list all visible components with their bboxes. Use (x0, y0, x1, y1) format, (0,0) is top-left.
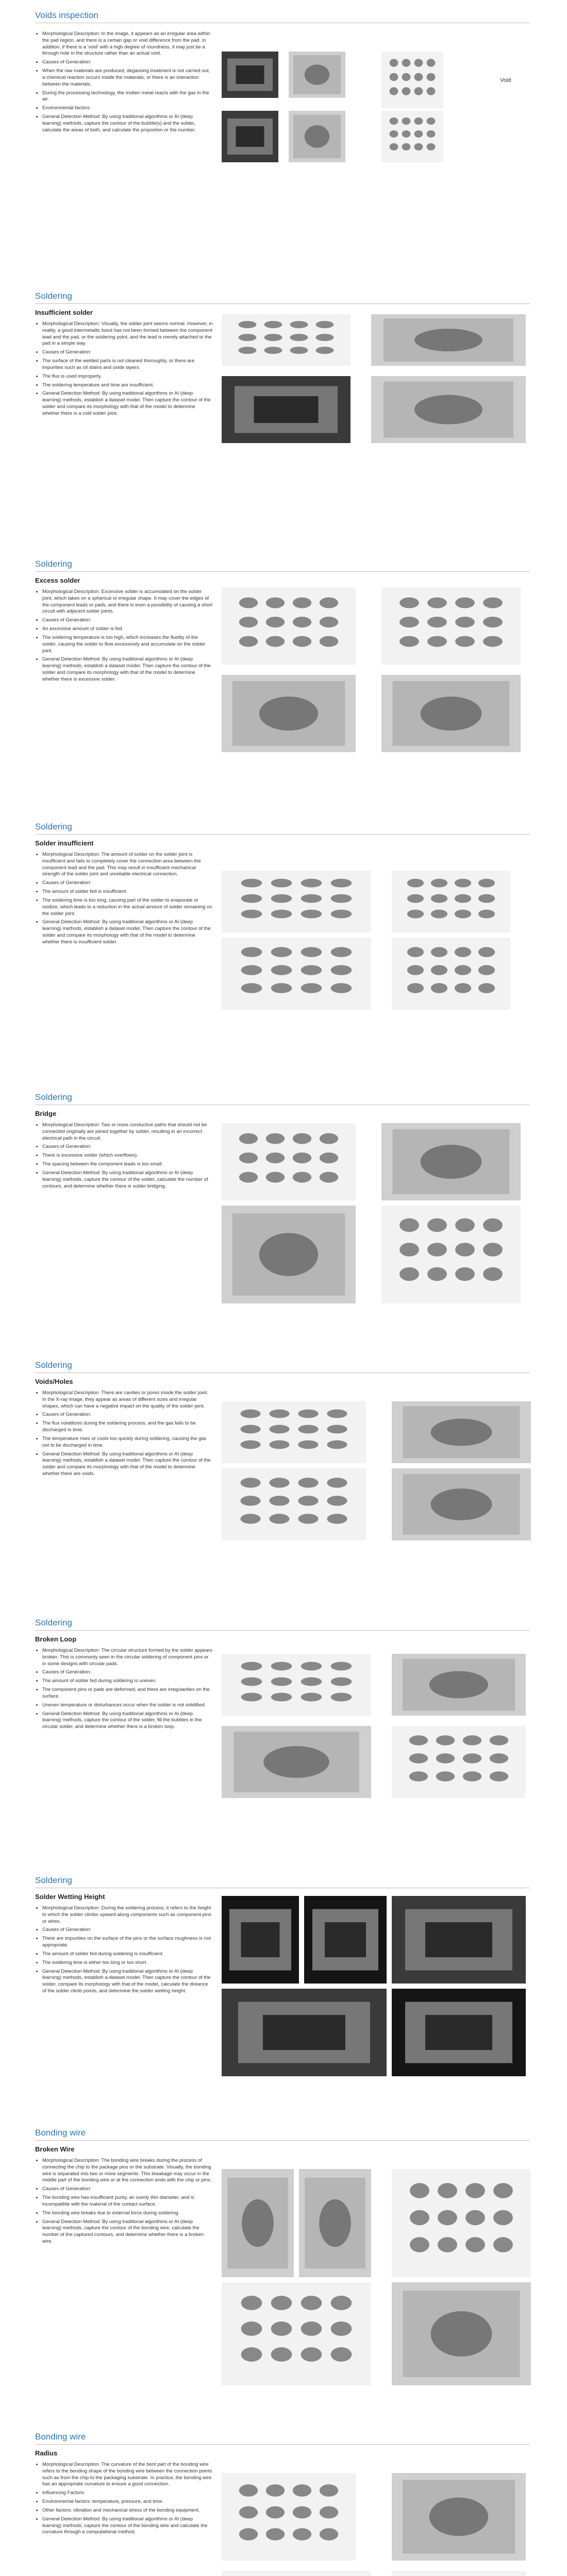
defect-subtitle: Solder Wetting Height (35, 1893, 105, 1901)
description-item: • Causes of Generation: (42, 2186, 213, 2193)
section-title: Soldering (35, 1618, 72, 1628)
description-item: • The soldering time is either too long or too short. (42, 1960, 213, 1967)
defect-description (35, 1390, 213, 1480)
xray-image (222, 938, 371, 1010)
description-item: • Causes of Generation: (42, 1669, 213, 1676)
description-item: • Environmental factors: temperature, pressure, and time. (42, 2499, 213, 2505)
section-title: Soldering (35, 1875, 72, 1885)
xray-image (371, 314, 526, 366)
description-item: • General Detection Method: By using traditional algorithms or AI (deep learning) methods, establish a dataset model. Then capture the contour of the solder and compare its morphology with that of the model to determine whether there are voids. (42, 1451, 213, 1478)
xray-image (392, 2282, 531, 2385)
description-item: • Morphological Description: The circular structure formed by the solder appears broken. This is commonly seen in the circular soldering of component pins or in some designs with circular pads. (42, 1648, 213, 1667)
description-item: • The temperature rises or cools too quickly during soldering, causing the gas not to be discharged in time. (42, 1436, 213, 1449)
xray-image (381, 1206, 521, 1303)
section-title: Soldering (35, 1092, 72, 1102)
xray-image (289, 52, 345, 98)
defect-description (35, 2462, 213, 2538)
defect-description (35, 2158, 213, 2247)
xray-image (222, 2169, 294, 2277)
section-title: Soldering (35, 291, 72, 301)
description-item: • Morphological Description: Visually, the solder joint seems normal. However, in reality, a good intermetallic bond has not been formed between the component lead and the pad, or the soldering point, and the lead is merely attached to the pad in a simple way. (42, 321, 213, 347)
description-item: • Causes of Generation: (42, 1144, 213, 1150)
description-item: • Uneven temperature or disturbances occur when the solder is not solidified. (42, 1702, 213, 1709)
xray-image (222, 1401, 366, 1463)
description-item: • The amount of solder fed during soldering is insufficient. (42, 1951, 213, 1958)
description-item: • General Detection Method: By using traditional algorithms or AI (deep learning) methods, capture the contour of the solder, fill the bubbles in the circular solder, and determine whether there is a broken loop. (42, 1711, 213, 1731)
section-divider (35, 303, 530, 304)
section-divider (35, 571, 530, 572)
description-item: • The soldering time is too long, causing part of the solder to evaporate or oxidize, which leads to a reduction in the actual amount of solder remaining on the solder joint. (42, 897, 213, 917)
defect-subtitle: Excess solder (35, 577, 80, 584)
xray-image (381, 111, 443, 162)
xray-image (299, 2169, 371, 2277)
xray-image (222, 52, 278, 98)
xray-image (381, 52, 443, 108)
xray-image (222, 1654, 371, 1716)
description-item: • General Detection Method: By using traditional algorithms or AI (deep learning) methods, capture the contour of the bubble(s) and the solder, calculate the areas of both, and calculate the proportion or the number. (42, 114, 213, 133)
xray-image (222, 1468, 366, 1540)
description-item: • There are impurities on the surface of the pins or the surface roughness is not appropriate. (42, 1936, 213, 1949)
section-divider (35, 2444, 530, 2445)
xray-image (222, 2473, 356, 2561)
description-item: • The amount of solder fed during soldering is uneven. (42, 1678, 213, 1685)
description-item: • Influencing Factors: (42, 2490, 213, 2497)
defect-subtitle: Bridge (35, 1110, 57, 1117)
description-item: • The amount of solder fed is insufficient. (42, 889, 213, 895)
description-item: • Causes of Generation: (42, 349, 213, 356)
description-item: • The surface of the welded parts is not cleaned thoroughly, or there are impurities such as oil stains and oxide layers. (42, 358, 213, 371)
description-item: • Causes of Generation: (42, 880, 213, 887)
xray-image (392, 1726, 526, 1798)
description-item: • The soldering temperature and time are insufficient. (42, 382, 213, 389)
image-label: Void (500, 77, 511, 83)
xray-image (392, 871, 510, 933)
description-item: • The spacing between the component leads is too small. (42, 1161, 213, 1168)
description-item: • There is excessive solder (which overflows). (42, 1153, 213, 1159)
defect-description (35, 1648, 213, 1733)
xray-image (222, 871, 371, 933)
section-divider (35, 1372, 530, 1373)
description-item: • Causes of Generation: (42, 1412, 213, 1418)
description-item: • General Detection Method: By using traditional algorithms or AI (deep learning) methods, capture the contour of the bonding wire and calculate the curvature through a computational method. (42, 2516, 213, 2536)
xray-image (222, 675, 356, 752)
description-item: • General Detection Method: By using traditional algorithms or AI (deep learning) methods, establish a dataset model. Then capture the contour of the solder and compare its morphology with that of the model to determine whether there is insufficient solder. (42, 919, 213, 945)
description-item: • The component pins or pads are deformed, and there are irregularities on the surface. (42, 1687, 213, 1700)
description-item: • The flux volatilizes during the soldering process, and the gas fails to be discharged in time. (42, 1420, 213, 1434)
description-item: • Causes of Generation: (42, 59, 213, 66)
defect-description (35, 852, 213, 948)
xray-image (222, 2282, 371, 2385)
section-title: Bonding wire (35, 2128, 86, 2138)
description-item: • General Detection Method: By using traditional algorithms or AI (deep learning) methods, establish a dataset model. Then capture the contour of the solder and compare its morphology with that of the model to determine whether there is a cold solder joint. (42, 391, 213, 417)
defect-description (35, 1905, 213, 1997)
description-item: • An excessive amount of solder is fed. (42, 626, 213, 633)
xray-image (222, 1989, 387, 2076)
xray-image (222, 2571, 371, 2576)
xray-image (222, 111, 278, 162)
description-item: • The bonding wire has insufficient purity, an overly thin diameter, and is incompatible with the material of the contact surface. (42, 2195, 213, 2208)
defect-description (35, 321, 213, 419)
xray-image (222, 1896, 299, 1984)
section-title: Soldering (35, 1360, 72, 1370)
description-item: • Other factors: vibration and mechanical stress of the bonding equipment. (42, 2507, 213, 2514)
xray-image (222, 1726, 371, 1798)
defect-subtitle: Broken Wire (35, 2145, 75, 2153)
xray-image (222, 314, 351, 366)
section-divider (35, 1630, 530, 1631)
xray-image (222, 1123, 356, 1200)
description-item: • Causes of Generation: (42, 1927, 213, 1934)
xray-image (222, 376, 351, 443)
description-item: • When the raw materials are produced, degassing treatment is not carried out, a chemical reaction occurs inside the materials, or there is an interaction between the materials. (42, 68, 213, 88)
section-divider (35, 2140, 530, 2141)
description-item: • Morphological Description: During the soldering process, it refers to the height to which the solder climbs upward along components such as component pins or wires. (42, 1905, 213, 1925)
xray-image (381, 1123, 521, 1200)
xray-image (304, 1896, 387, 1984)
xray-image (392, 1468, 531, 1540)
description-item: • Causes of Generation: (42, 617, 213, 624)
xray-image (392, 1989, 526, 2076)
section-title: Bonding wire (35, 2432, 86, 2442)
section-divider (35, 834, 530, 835)
xray-image (392, 2571, 526, 2576)
description-item: • General Detection Method: By using traditional algorithms or AI (deep learning) methods, establish a dataset model. Then capture the contour of the solder and compare its morphology with that of the model to determine whether there is excessive solder. (42, 656, 213, 683)
description-item: • Morphological Description: In the image, it appears as an irregular area within the pad region, and there is a certain gap or void difference from the pad. In addition, if there is a 'void' with a high degree of roundness, it may just be a through hole in the structure rather than an actual void. (42, 31, 213, 57)
xray-image (222, 587, 356, 665)
xray-image (381, 675, 521, 752)
defect-description (35, 31, 213, 135)
description-item: • General Detection Method: By using traditional algorithms or AI (deep learning) methods, capture the contour of the bonding wire, calculate the number of the captured contours, and determine whether there is a broken wire. (42, 2219, 213, 2245)
description-item: • The flux is used improperly. (42, 374, 213, 380)
defect-subtitle: Solder insufficient (35, 839, 94, 847)
xray-image (289, 111, 345, 162)
xray-image (381, 587, 521, 665)
xray-image (392, 1654, 526, 1716)
description-item: • Morphological Description: Two or more conductive paths that should not be connected originally are joined together by solder, resulting in an incorrect electrical path in the circuit. (42, 1122, 213, 1142)
defect-subtitle: Voids/Holes (35, 1378, 73, 1385)
description-item: • General Detection Method: By using traditional algorithms or AI (deep learning) methods, establish a dataset model. Then capture the contour of the solder, compare its morphology with that of the model, calculate the distance of the solder climb points, and determine the solder wetting height. (42, 1969, 213, 1995)
xray-image (392, 2473, 526, 2561)
defect-subtitle: Broken Loop (35, 1635, 77, 1643)
description-item: • Morphological Description: There are cavities or pores inside the solder joint. In the X-ray image, they appear as areas of different sizes and irregular shapes, which can have a negative impact on the quality of the solder joint. (42, 1390, 213, 1410)
description-item: • Morphological Description: The amount of solder on the solder joint is insufficient and fails to completely cover the connection area between the component lead and the pad. This may result in insufficient mechanical strength of the solder joint and unreliable electrical connection. (42, 852, 213, 878)
section-title: Voids inspection (35, 10, 98, 20)
defect-description (35, 589, 213, 685)
defect-description (35, 1122, 213, 1192)
defect-subtitle: Radius (35, 2449, 58, 2457)
xray-image (222, 1206, 356, 1303)
xray-image (392, 1896, 526, 1984)
defect-subtitle: Insufficient solder (35, 309, 93, 316)
description-item: • The bonding wire breaks due to external force during soldering. (42, 2210, 213, 2217)
section-title: Soldering (35, 822, 72, 832)
xray-image (392, 2169, 531, 2277)
description-item: • Morphological Description: Excessive solder is accumulated on the solder joint, which takes on a spherical or irregular shape. It may cover the edges of the component leads or pads, and there is even a possibility of causing a short circuit with adjacent solder joints. (42, 589, 213, 615)
xray-image (371, 376, 526, 443)
section-title: Soldering (35, 559, 72, 569)
description-item: • Morphological Description: The bonding wire breaks during the process of connecting the chip to the package pins or the substrate. Visually, the bonding wire is separated into two or more segments. This breakage may occur in the middle part of the bonding wire or at the connection ends with the chip or pins. (42, 2158, 213, 2184)
description-item: • Environmental factors. (42, 105, 213, 112)
xray-image (392, 938, 510, 1010)
description-item: • Morphological Description: The curvature of the bent part of the bonding wire refers to the bending shape of the bonding wire between the connection points such as from the chip to the packaging substrate. In practice, the bonding wire has an appropriate curvature to ensure a good connection. (42, 2462, 213, 2488)
description-item: • The soldering temperature is too high, which increases the fluidity of the solder, causing the solder to flow excessively and accumulate on the solder joint. (42, 635, 213, 654)
description-item: • General Detection Method: By using traditional algorithms or AI (deep learning) methods, capture the contour of the solder, calculate the number of contours, and determine whether there is solder bridging. (42, 1170, 213, 1190)
xray-image (392, 1401, 531, 1463)
description-item: • During the processing technology, the molten metal reacts with the gas in the air. (42, 90, 213, 104)
